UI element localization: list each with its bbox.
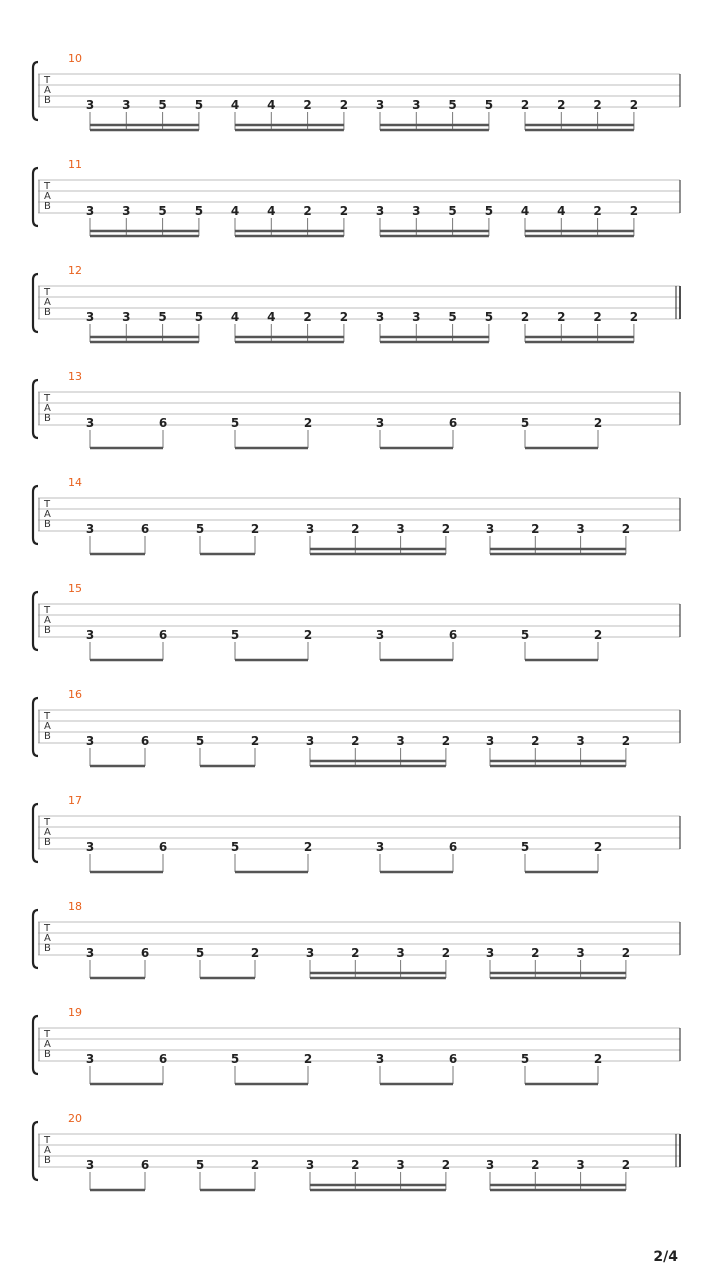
fret-number: 5	[448, 98, 457, 112]
fret-number: 3	[485, 1158, 495, 1172]
system-bracket	[33, 910, 38, 968]
measure-number: 17	[68, 794, 82, 807]
tab-clef-letter: T	[44, 393, 51, 404]
fret-number: 2	[351, 522, 360, 536]
fret-number: 2	[303, 628, 313, 642]
fret-number: 4	[267, 204, 276, 218]
fret-number: 3	[122, 98, 131, 112]
fret-number: 3	[412, 310, 421, 324]
fret-number: 6	[448, 840, 458, 854]
fret-number: 2	[303, 98, 312, 112]
fret-number: 2	[593, 840, 603, 854]
fret-number: 5	[195, 522, 205, 536]
system-bracket	[33, 486, 38, 544]
fret-number: 5	[484, 310, 494, 324]
fret-number: 2	[557, 98, 566, 112]
fret-number: 6	[140, 946, 150, 960]
fret-number: 3	[485, 522, 495, 536]
fret-number: 3	[576, 946, 585, 960]
fret-number: 3	[576, 1158, 585, 1172]
fret-number: 3	[85, 840, 95, 854]
fret-number: 2	[250, 946, 260, 960]
fret-number: 6	[140, 522, 150, 536]
fret-number: 3	[576, 734, 585, 748]
tab-clef-letter: A	[44, 1145, 51, 1156]
fret-number: 2	[303, 310, 312, 324]
tab-clef-letter: A	[44, 615, 51, 626]
fret-number: 5	[520, 840, 530, 854]
fret-number: 2	[441, 1158, 451, 1172]
fret-number: 2	[531, 946, 540, 960]
tab-clef-letter: B	[44, 95, 51, 106]
tab-clef-letter: A	[44, 85, 51, 96]
fret-number: 2	[303, 416, 313, 430]
tab-clef-letter: A	[44, 191, 51, 202]
fret-number: 6	[448, 628, 458, 642]
fret-number: 5	[520, 1052, 530, 1066]
tab-clef-letter: B	[44, 413, 51, 424]
fret-number: 3	[85, 1158, 95, 1172]
fret-number: 5	[195, 734, 205, 748]
fret-number: 5	[520, 416, 530, 430]
fret-number: 5	[230, 840, 240, 854]
fret-number: 3	[396, 522, 405, 536]
system-bracket	[33, 1016, 38, 1074]
system-bracket	[33, 1122, 38, 1180]
fret-number: 2	[339, 204, 349, 218]
fret-number: 4	[520, 204, 530, 218]
fret-number: 5	[484, 98, 494, 112]
fret-number: 4	[557, 204, 566, 218]
tab-clef-letter: A	[44, 297, 51, 308]
tab-clef-letter: T	[44, 75, 51, 86]
system-bracket	[33, 168, 38, 226]
tab-clef-letter: T	[44, 287, 51, 298]
fret-number: 2	[441, 734, 451, 748]
tab-clef-letter: T	[44, 499, 51, 510]
page-number: 2/4	[653, 1249, 678, 1265]
tab-clef-letter: A	[44, 721, 51, 732]
measure-number: 19	[68, 1006, 82, 1019]
tab-clef-letter: A	[44, 933, 51, 944]
fret-number: 2	[593, 98, 602, 112]
fret-number: 2	[621, 522, 631, 536]
fret-number: 2	[621, 734, 631, 748]
fret-number: 6	[158, 1052, 168, 1066]
fret-number: 3	[412, 98, 421, 112]
fret-number: 6	[158, 628, 168, 642]
system-bracket	[33, 804, 38, 862]
system-bracket	[33, 274, 38, 332]
measure-number: 12	[68, 264, 82, 277]
fret-number: 3	[485, 946, 495, 960]
tab-system	[33, 582, 680, 660]
system-bracket	[33, 380, 38, 438]
tab-system	[33, 688, 680, 766]
fret-number: 3	[85, 522, 95, 536]
fret-number: 3	[85, 734, 95, 748]
fret-number: 4	[267, 98, 276, 112]
fret-number: 5	[520, 628, 530, 642]
fret-number: 2	[557, 310, 566, 324]
fret-number: 3	[122, 310, 131, 324]
system-bracket	[33, 698, 38, 756]
fret-number: 5	[194, 98, 204, 112]
fret-number: 3	[305, 522, 315, 536]
measure-number: 10	[68, 52, 82, 65]
tab-system	[33, 52, 680, 130]
tab-clef-letter: T	[44, 1029, 51, 1040]
fret-number: 2	[593, 310, 602, 324]
fret-number: 2	[629, 98, 639, 112]
fret-number: 2	[250, 734, 260, 748]
fret-number: 3	[375, 628, 385, 642]
fret-number: 3	[375, 204, 385, 218]
fret-number: 3	[375, 310, 385, 324]
fret-number: 3	[85, 946, 95, 960]
measure-number: 18	[68, 900, 82, 913]
tab-clef-letter: B	[44, 201, 51, 212]
fret-number: 2	[593, 628, 603, 642]
fret-number: 3	[375, 416, 385, 430]
fret-number: 5	[230, 1052, 240, 1066]
tab-clef-letter: B	[44, 307, 51, 318]
tab-system	[33, 370, 680, 448]
system-bracket	[33, 62, 38, 120]
fret-number: 3	[85, 628, 95, 642]
fret-number: 6	[140, 1158, 150, 1172]
system-bracket	[33, 592, 38, 650]
fret-number: 3	[305, 1158, 315, 1172]
fret-number: 5	[194, 204, 204, 218]
fret-number: 6	[448, 416, 458, 430]
fret-number: 5	[195, 946, 205, 960]
fret-number: 2	[303, 204, 312, 218]
fret-number: 2	[531, 734, 540, 748]
measure-number: 20	[68, 1112, 82, 1125]
fret-number: 6	[158, 840, 168, 854]
fret-number: 3	[485, 734, 495, 748]
fret-number: 3	[85, 310, 95, 324]
fret-number: 3	[576, 522, 585, 536]
fret-number: 2	[531, 522, 540, 536]
fret-number: 5	[484, 204, 494, 218]
tab-system	[33, 476, 680, 554]
tab-clef-letter: B	[44, 625, 51, 636]
tab-clef-letter: T	[44, 923, 51, 934]
fret-number: 2	[441, 946, 451, 960]
fret-number: 2	[520, 98, 530, 112]
fret-number: 3	[85, 416, 95, 430]
fret-number: 3	[375, 840, 385, 854]
fret-number: 5	[194, 310, 204, 324]
tab-system	[33, 264, 680, 342]
tab-clef-letter: A	[44, 509, 51, 520]
fret-number: 2	[351, 1158, 360, 1172]
tab-clef-letter: B	[44, 731, 51, 742]
fret-number: 4	[230, 204, 240, 218]
fret-number: 2	[441, 522, 451, 536]
tab-system	[33, 1006, 680, 1084]
tab-clef-letter: T	[44, 711, 51, 722]
fret-number: 4	[267, 310, 276, 324]
fret-number: 3	[85, 98, 95, 112]
fret-number: 5	[230, 416, 240, 430]
fret-number: 2	[593, 1052, 603, 1066]
fret-number: 3	[396, 734, 405, 748]
fret-number: 2	[351, 734, 360, 748]
measure-number: 14	[68, 476, 82, 489]
tab-clef-letter: T	[44, 1135, 51, 1146]
fret-number: 2	[250, 1158, 260, 1172]
fret-number: 3	[85, 1052, 95, 1066]
tab-clef-letter: A	[44, 1039, 51, 1050]
tab-clef-letter: T	[44, 605, 51, 616]
tab-clef-letter: T	[44, 181, 51, 192]
fret-number: 2	[351, 946, 360, 960]
fret-number: 3	[396, 946, 405, 960]
fret-number: 2	[629, 204, 639, 218]
measure-number: 11	[68, 158, 82, 171]
fret-number: 3	[85, 204, 95, 218]
tab-clef-letter: B	[44, 1049, 51, 1060]
tab-system	[33, 794, 680, 872]
tab-clef-letter: T	[44, 817, 51, 828]
tab-clef-letter: A	[44, 403, 51, 414]
tab-system	[33, 158, 680, 236]
fret-number: 6	[158, 416, 168, 430]
fret-number: 2	[250, 522, 260, 536]
fret-number: 2	[303, 840, 313, 854]
fret-number: 2	[621, 946, 631, 960]
fret-number: 2	[339, 310, 349, 324]
fret-number: 2	[303, 1052, 313, 1066]
fret-number: 3	[396, 1158, 405, 1172]
fret-number: 2	[520, 310, 530, 324]
tab-system	[33, 900, 680, 978]
fret-number: 6	[140, 734, 150, 748]
fret-number: 5	[195, 1158, 205, 1172]
fret-number: 2	[593, 416, 603, 430]
fret-number: 3	[122, 204, 131, 218]
fret-number: 2	[531, 1158, 540, 1172]
fret-number: 4	[230, 98, 240, 112]
fret-number: 5	[448, 310, 457, 324]
fret-number: 2	[593, 204, 602, 218]
fret-number: 4	[230, 310, 240, 324]
tab-clef-letter: B	[44, 519, 51, 530]
fret-number: 3	[412, 204, 421, 218]
tab-system	[33, 1112, 680, 1190]
tab-clef-letter: B	[44, 837, 51, 848]
fret-number: 2	[629, 310, 639, 324]
fret-number: 3	[305, 734, 315, 748]
measure-number: 15	[68, 582, 82, 595]
fret-number: 2	[621, 1158, 631, 1172]
fret-number: 5	[448, 204, 457, 218]
tab-clef-letter: B	[44, 943, 51, 954]
fret-number: 5	[158, 98, 167, 112]
fret-number: 6	[448, 1052, 458, 1066]
fret-number: 3	[375, 1052, 385, 1066]
tab-clef-letter: B	[44, 1155, 51, 1166]
tab-clef-letter: A	[44, 827, 51, 838]
fret-number: 2	[339, 98, 349, 112]
fret-number: 5	[230, 628, 240, 642]
measure-number: 16	[68, 688, 82, 701]
fret-number: 3	[375, 98, 385, 112]
fret-number: 3	[305, 946, 315, 960]
fret-number: 5	[158, 310, 167, 324]
fret-number: 5	[158, 204, 167, 218]
measure-number: 13	[68, 370, 82, 383]
